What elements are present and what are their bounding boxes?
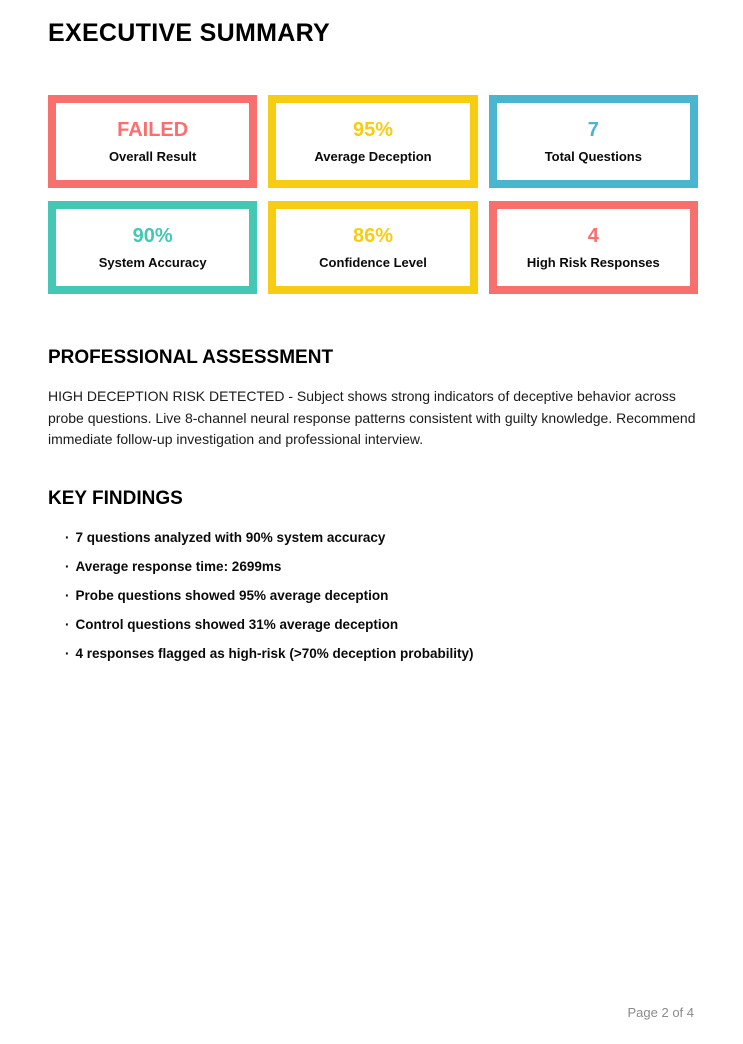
stat-card-confidence-level (268, 201, 477, 294)
stat-label: Confidence Level (319, 255, 427, 270)
page-number: Page 2 of 4 (627, 1005, 694, 1020)
bullet-dot: · (65, 529, 70, 545)
stat-card-system-accuracy (48, 201, 257, 294)
stat-label: System Accuracy (98, 255, 207, 270)
stat-card-total-questions (489, 95, 698, 188)
stat-label: Total Questions (544, 149, 642, 164)
finding-item (65, 589, 698, 603)
professional-assessment-section (48, 347, 698, 451)
bullet-dot: · (65, 616, 70, 632)
stat-value: 7 (587, 119, 599, 141)
assessment-heading: PROFESSIONAL ASSESSMENT (48, 347, 334, 368)
finding-item (65, 647, 698, 661)
stat-value: 86% (352, 225, 393, 247)
bullet-dot: · (65, 587, 70, 603)
page-title: EXECUTIVE SUMMARY (48, 19, 330, 47)
stat-card-high-risk-responses (489, 201, 698, 294)
stat-label: High Risk Responses (526, 255, 660, 270)
stat-card-overall-result (48, 95, 257, 188)
finding-item (65, 618, 698, 632)
bullet-dot: · (65, 558, 70, 574)
stat-value: 4 (587, 225, 599, 247)
finding-text: Average response time: 2699ms (75, 558, 282, 574)
stat-label: Overall Result (108, 149, 197, 164)
finding-text: 7 questions analyzed with 90% system accuracy (75, 529, 386, 545)
stat-cards-grid (48, 95, 698, 294)
stat-card-average-deception (268, 95, 477, 188)
stat-value: 95% (352, 119, 393, 141)
finding-text: 4 responses flagged as high-risk (>70% deception probability) (75, 645, 474, 661)
findings-heading: KEY FINDINGS (48, 487, 183, 509)
stat-value: FAILED (117, 119, 189, 141)
stat-value: 90% (132, 225, 173, 247)
finding-text: Control questions showed 31% average deception (75, 616, 399, 632)
finding-text: Probe questions showed 95% average deception (75, 587, 389, 603)
findings-list (48, 531, 698, 661)
assessment-body-text: HIGH DECEPTION RISK DETECTED - Subject shows strong indicators of deceptive behavior across probe questions. Live 8-channel neural response patterns consistent with guilty knowledge. Recommend immediate follow-up investigation and professional interview. (48, 388, 696, 447)
key-findings-section (48, 488, 698, 661)
finding-item (65, 560, 698, 574)
stat-label: Average Deception (314, 149, 432, 164)
bullet-dot: · (65, 645, 70, 661)
finding-item (65, 531, 698, 545)
